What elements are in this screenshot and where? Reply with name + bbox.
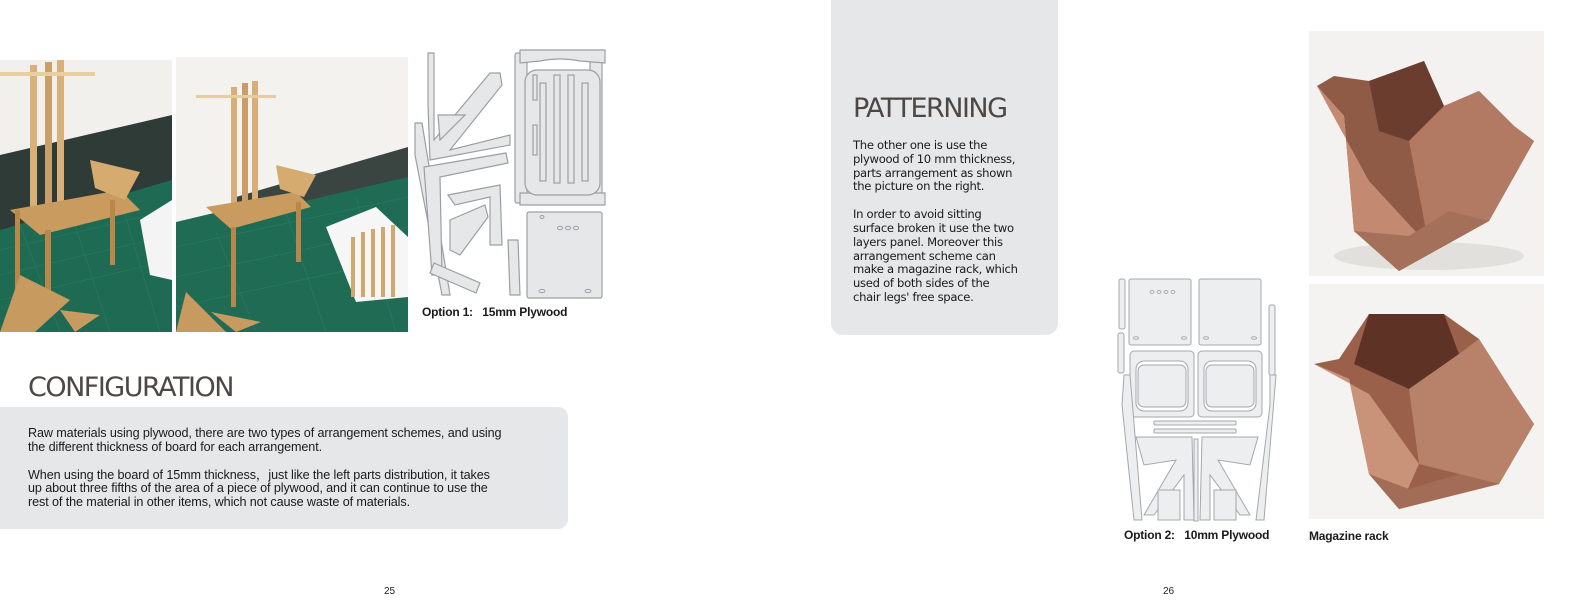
chair-photo-2: [176, 57, 408, 332]
page-number-right: 26: [1163, 586, 1175, 597]
magazine-rack-caption: Magazine rack: [1309, 529, 1389, 543]
magazine-rack-photo-1: [1309, 31, 1544, 276]
patterning-panel: [831, 0, 1058, 335]
cutting-layout-option-1: [410, 45, 610, 305]
configuration-paragraph-2: When using the board of 15mm thickness，just like the left parts distribution, it takes up about three fifths of the area of a piece of plywood, and it can continue to use the rest of the material in other items, which not cause waste of materials.: [28, 467, 490, 510]
patterning-paragraph-1: The other one is use the plywood of 10 mm thickness, parts arrangement as shown the picture on the right.: [853, 138, 1016, 194]
patterning-paragraph-2: In order to avoid sitting surface broken it use the two layers panel. Moreover this arrangement scheme can make a magazine rack, which used of both sides of the chair legs' free space.: [853, 207, 1018, 304]
option-2-caption: Option 2: 10mm Plywood: [1124, 528, 1270, 542]
patterning-heading: PATTERNING: [853, 93, 1007, 124]
cutting-layout-option-2: [1114, 275, 1280, 525]
configuration-heading: CONFIGURATION: [28, 372, 233, 403]
page-number-left: 25: [384, 586, 396, 597]
magazine-rack-photo-2: [1309, 284, 1544, 519]
configuration-panel: [0, 407, 568, 529]
chair-photo-1: [0, 60, 172, 332]
configuration-paragraph-1: Raw materials using plywood, there are two types of arrangement schemes, and using the different thickness of board for each arrangement.: [28, 426, 502, 454]
option-1-caption: Option 1: 15mm Plywood: [422, 305, 568, 319]
